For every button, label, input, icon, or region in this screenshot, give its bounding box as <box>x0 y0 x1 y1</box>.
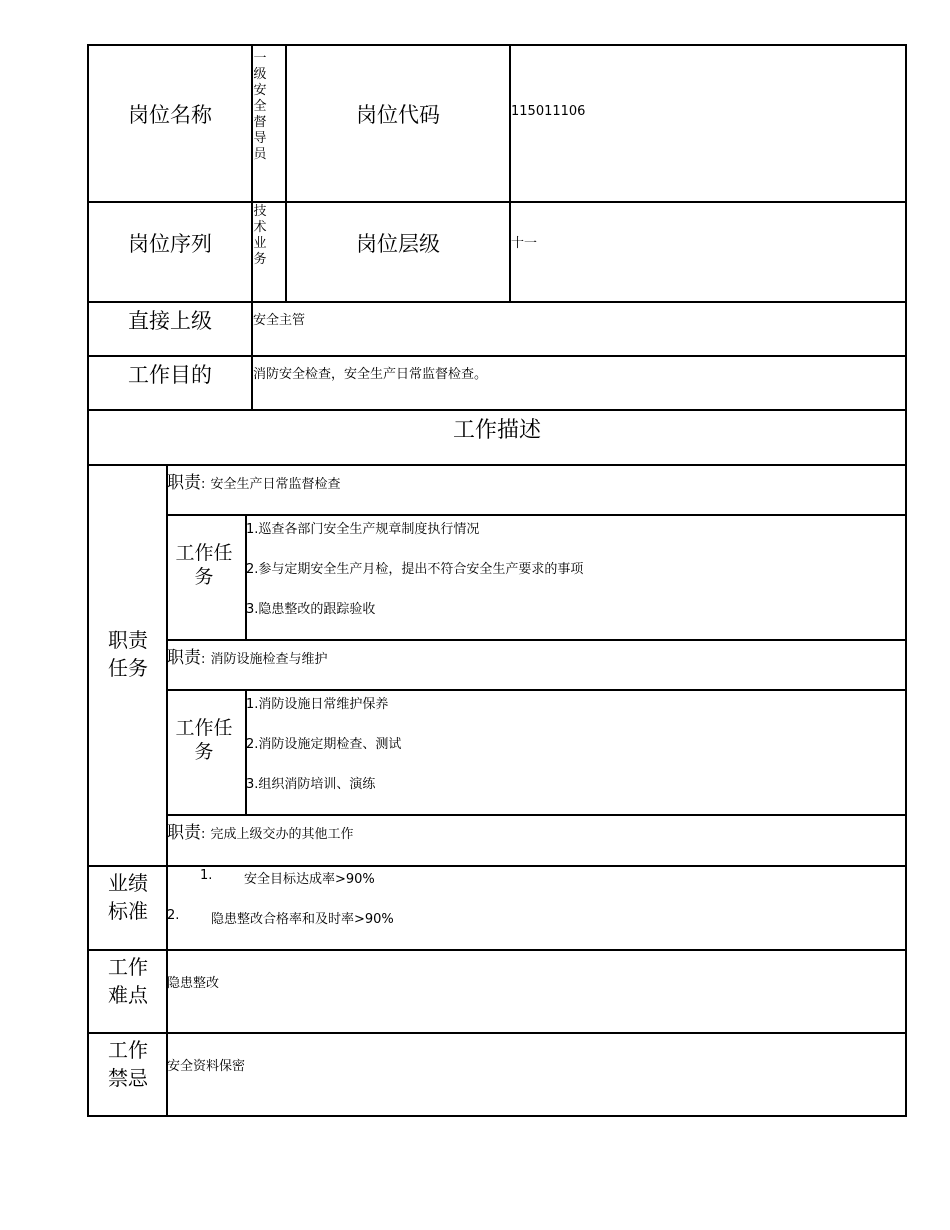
post-sequence-label: 岗位序列 <box>128 232 212 256</box>
table-border-top <box>87 44 907 46</box>
performance-item-1-text: 安全目标达成率>90% <box>244 872 375 887</box>
row-divider <box>87 355 907 357</box>
taboo-label: 工作禁忌 <box>108 1038 148 1090</box>
post-sequence-value: 技术业务 <box>253 204 267 267</box>
purpose-value: 消防安全检查，安全生产日常监督检查。 <box>253 367 488 382</box>
duty-prefix: 职责 <box>167 648 201 668</box>
table-border-bottom <box>87 1115 907 1117</box>
column-divider <box>166 464 168 1116</box>
duty-1-task-2: 2.参与定期安全生产月检，提出不符合安全生产要求的事项 <box>246 562 584 577</box>
row-divider <box>87 865 907 867</box>
duty-1-task-label: 工作任务 <box>175 542 233 588</box>
duty-colon: : <box>201 652 206 667</box>
duty-colon: : <box>201 827 206 842</box>
supervisor-label: 直接上级 <box>128 309 212 333</box>
table-border-left <box>87 44 89 1117</box>
taboo-value: 安全资料保密 <box>167 1059 246 1074</box>
column-divider <box>509 44 511 302</box>
row-divider <box>87 301 907 303</box>
post-code-label: 岗位代码 <box>356 103 440 127</box>
performance-item-1-num: 1. <box>200 868 213 883</box>
duty-colon: : <box>201 477 206 492</box>
duty-divider <box>166 514 907 516</box>
table-border-right <box>905 44 907 1117</box>
row-divider <box>87 201 907 203</box>
duty-2-title: 消防设施检查与维护 <box>210 652 328 667</box>
duty-1-title: 安全生产日常监督检查 <box>210 477 341 492</box>
duties-label: 职责任务 <box>108 628 148 680</box>
duty-3-title-row <box>167 818 354 843</box>
performance-item-2-num: 2. <box>167 908 180 923</box>
row-divider <box>87 949 907 951</box>
difficulty-value: 隐患整改 <box>167 976 220 991</box>
post-code-value: 115011106 <box>511 104 586 119</box>
duty-divider <box>166 814 907 816</box>
duty-3-title: 完成上级交办的其他工作 <box>210 827 354 842</box>
duty-divider <box>166 639 907 641</box>
performance-label: 业绩标准 <box>108 871 148 923</box>
duty-prefix: 职责 <box>167 473 201 493</box>
supervisor-value: 安全主管 <box>253 313 306 328</box>
duty-prefix: 职责 <box>167 823 201 843</box>
post-level-value: 十一 <box>511 236 538 251</box>
post-name-value: 一级安全督导员 <box>253 51 267 162</box>
row-divider <box>87 1032 907 1034</box>
duty-1-title-row <box>167 468 341 493</box>
duty-1-task-3: 3.隐患整改的跟踪验收 <box>246 602 376 617</box>
performance-item-2-text: 隐患整改合格率和及时率>90% <box>211 912 394 927</box>
duty-2-task-label: 工作任务 <box>175 717 233 763</box>
duty-2-task-2: 2.消防设施定期检查、测试 <box>246 737 402 752</box>
duty-1-task-1: 1.巡查各部门安全生产规章制度执行情况 <box>246 522 480 537</box>
purpose-label: 工作目的 <box>128 363 212 387</box>
row-divider <box>87 409 907 411</box>
post-level-label: 岗位层级 <box>356 232 440 256</box>
post-name-label: 岗位名称 <box>128 103 212 127</box>
description-title: 工作描述 <box>452 418 541 443</box>
column-divider <box>285 44 287 302</box>
difficulty-label: 工作难点 <box>108 955 148 1007</box>
duty-divider <box>166 689 907 691</box>
duty-2-task-1: 1.消防设施日常维护保养 <box>246 697 389 712</box>
duty-2-task-3: 3.组织消防培训、演练 <box>246 777 376 792</box>
row-divider <box>87 464 907 466</box>
duty-2-title-row <box>167 643 328 668</box>
